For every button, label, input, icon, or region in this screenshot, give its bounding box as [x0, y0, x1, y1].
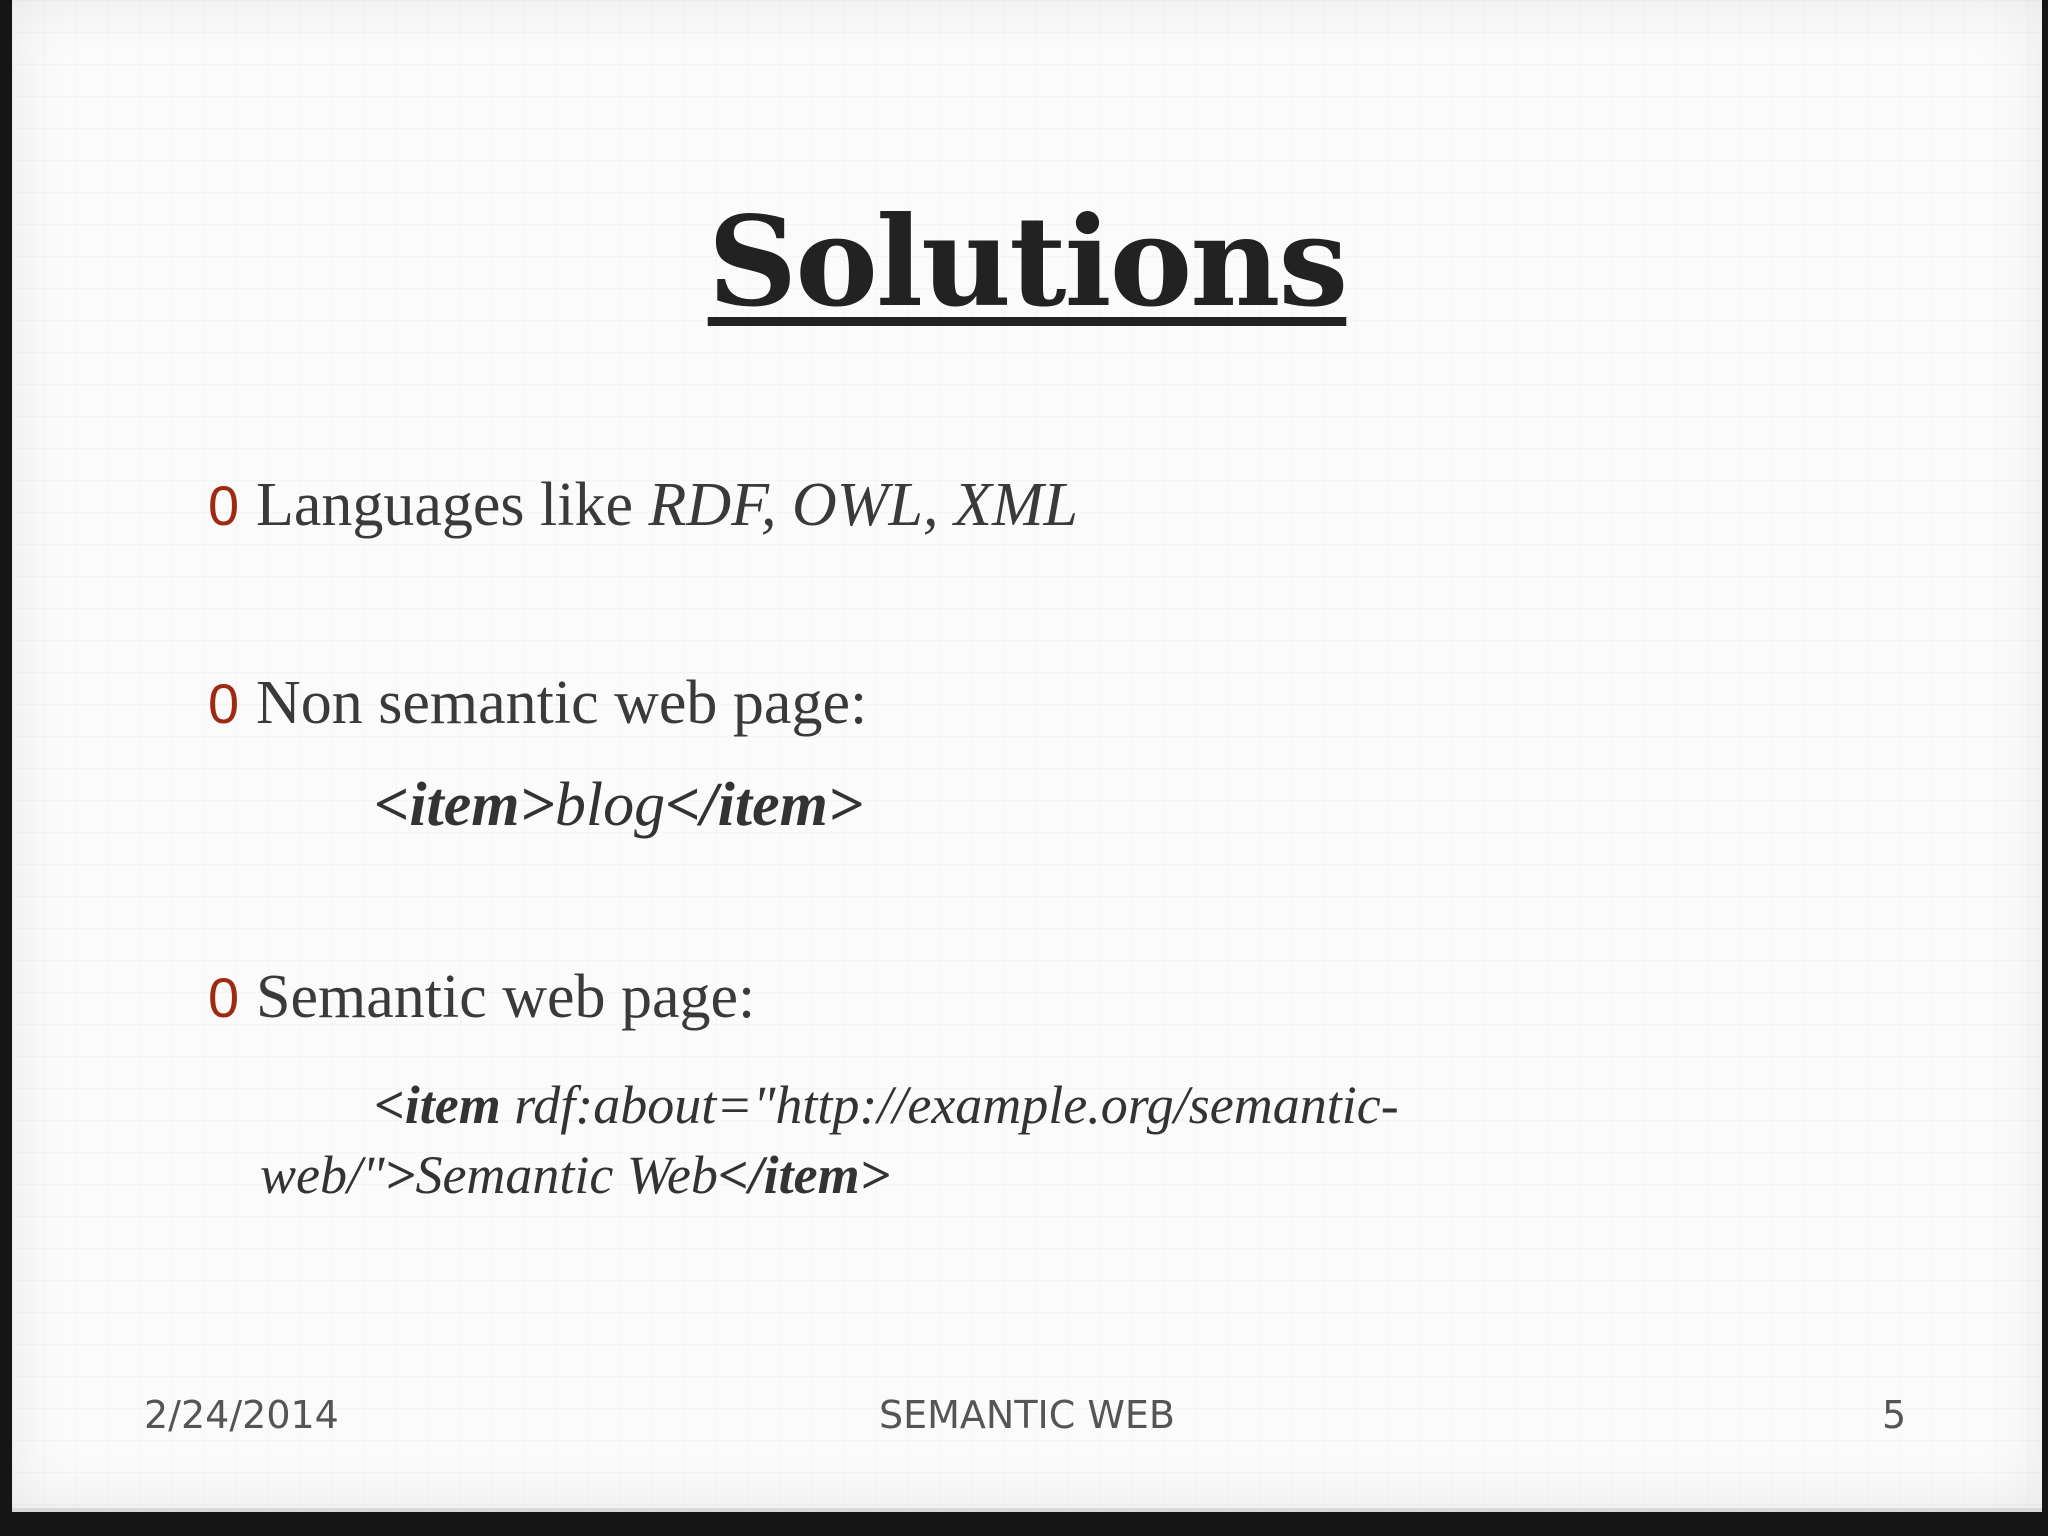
slide-number: 5 — [1882, 1393, 1907, 1437]
code-attribute-cont: web/" — [260, 1145, 385, 1205]
bullet-item-languages — [208, 470, 1078, 550]
bullet-marker: 0 — [208, 672, 240, 735]
footer-date: 2/24/2014 — [144, 1393, 339, 1437]
bullet-text: Non semantic web page: — [256, 669, 868, 737]
bullet-item-non-semantic — [208, 668, 867, 748]
code-attribute: rdf:about="http://example.org/semantic- — [500, 1075, 1399, 1135]
code-open-tag: <item> — [374, 771, 555, 839]
bullet-marker: 0 — [208, 966, 240, 1029]
bullet-text — [256, 470, 1078, 541]
bullet-plain-text: Languages like — [256, 471, 649, 539]
code-semantic-line-1 — [374, 1074, 1399, 1136]
code-non-semantic — [374, 770, 863, 841]
code-open-tag: <item — [374, 1075, 501, 1135]
code-content: blog — [554, 771, 666, 839]
slide-title: Solutions — [707, 190, 1347, 335]
code-close-tag: </item> — [665, 771, 864, 839]
code-content: Semantic Web — [415, 1145, 718, 1205]
slide — [12, 0, 2042, 1512]
code-semantic-line-2 — [260, 1144, 890, 1206]
code-close-tag: </item> — [717, 1145, 891, 1205]
footer-title: SEMANTIC WEB — [878, 1393, 1176, 1437]
bullet-text: Semantic web page: — [256, 963, 756, 1031]
bullet-marker: 0 — [208, 474, 240, 537]
bullet-italic-text: RDF, OWL, XML — [648, 471, 1078, 539]
code-gt: > — [384, 1145, 416, 1205]
bullet-item-semantic — [208, 962, 755, 1042]
